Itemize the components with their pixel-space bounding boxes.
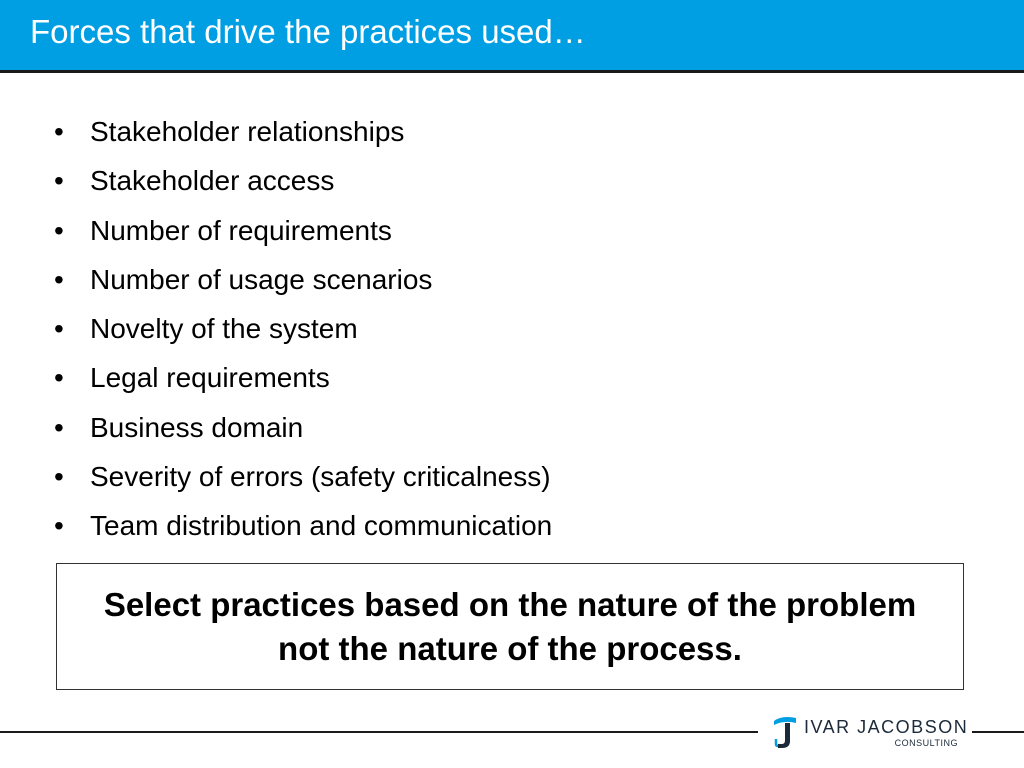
callout-text: Select practices based on the nature of the problem not the nature of the process. <box>103 585 917 667</box>
bullet-item <box>54 309 552 358</box>
footer-divider-left <box>0 731 758 733</box>
company-logo <box>772 713 969 753</box>
bullet-list <box>54 112 552 556</box>
bullet-dot: • <box>54 313 64 345</box>
bullet-dot: • <box>54 116 64 147</box>
bullet-item <box>54 506 552 555</box>
bullet-dot: • <box>54 362 64 394</box>
bullet-text: Business domain <box>90 411 304 443</box>
bullet-item <box>54 457 552 506</box>
bullet-dot: • <box>54 461 64 493</box>
bullet-text: Severity of errors (safety criticalness) <box>90 461 551 493</box>
bullet-text: Number of requirements <box>90 214 392 246</box>
bullet-item <box>54 112 552 161</box>
bullet-text: Number of usage scenarios <box>90 263 433 295</box>
bullet-dot: • <box>54 263 64 295</box>
bullet-dot: • <box>54 214 64 246</box>
bullet-dot: • <box>54 510 64 542</box>
bullet-text: Legal requirements <box>90 362 330 394</box>
logo-name: IVAR JACOBSON <box>804 717 969 737</box>
bullet-item <box>54 358 552 407</box>
ivar-jacobson-mark-icon <box>772 715 800 749</box>
slide-title: Forces that drive the practices used… <box>30 13 586 50</box>
bullet-dot: • <box>54 165 64 197</box>
bullet-text: Stakeholder access <box>90 165 335 197</box>
bullet-text: Stakeholder relationships <box>90 116 405 147</box>
bullet-dot: • <box>54 411 64 443</box>
bullet-item <box>54 161 552 210</box>
bullet-item <box>54 408 552 457</box>
title-bar <box>0 0 1024 73</box>
callout-box <box>56 563 964 690</box>
bullet-item <box>54 260 552 309</box>
logo-subtitle: CONSULTING <box>894 738 958 748</box>
footer-divider-right <box>972 731 1024 733</box>
bullet-item <box>54 211 552 260</box>
bullet-text: Team distribution and communication <box>90 510 553 542</box>
bullet-text: Novelty of the system <box>90 313 358 345</box>
